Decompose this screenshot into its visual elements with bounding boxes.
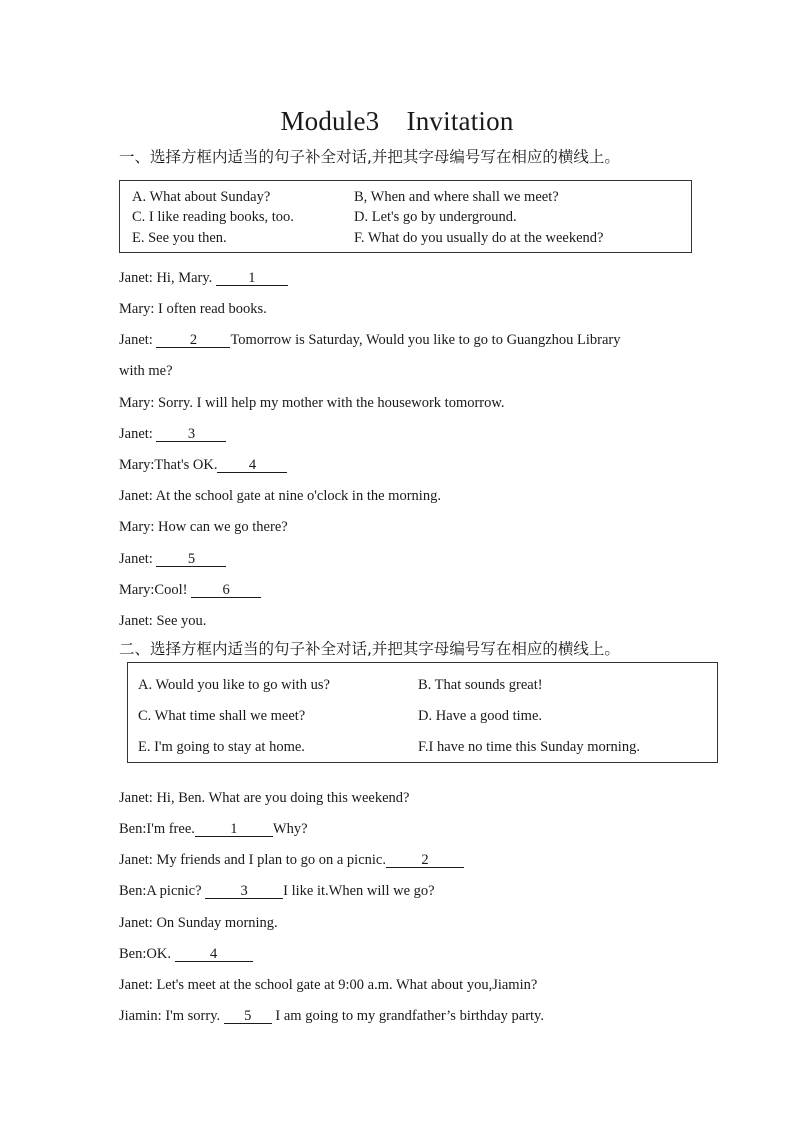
section1-option-f: F. What do you usually do at the weekend? xyxy=(354,230,604,246)
dialogue-line xyxy=(119,519,288,536)
section2-option-a: A. Would you like to go with us? xyxy=(138,677,330,693)
answer-blank[interactable]: 4 xyxy=(217,458,287,473)
dialogue-text: Janet: At the school gate at nine o'clock in the morning. xyxy=(119,488,441,504)
section2-option-d: D. Have a good time. xyxy=(418,708,543,724)
answer-blank[interactable]: 5 xyxy=(156,552,226,567)
dialogue-line xyxy=(119,551,226,568)
dialogue-line xyxy=(119,270,288,287)
answer-blank[interactable]: 2 xyxy=(386,853,464,868)
dialogue-line xyxy=(119,915,278,932)
dialogue-line xyxy=(119,883,435,900)
section1-option-d: D. Let's go by underground. xyxy=(354,209,517,225)
answer-blank[interactable]: 3 xyxy=(205,884,283,899)
dialogue-line xyxy=(119,852,464,869)
dialogue-text: Ben:A picnic? xyxy=(119,883,206,899)
dialogue-line xyxy=(119,395,505,412)
section1-option-a: A. What about Sunday? xyxy=(132,189,271,205)
section1-option-c: C. I like reading books, too. xyxy=(132,209,294,225)
dialogue-text: Janet: Let's meet at the school gate at 9:00 a.m. What about you,Jiamin? xyxy=(119,977,538,993)
dialogue-text: Tomorrow is Saturday, Would you like to go to Guangzhou Library xyxy=(230,332,621,348)
dialogue-line xyxy=(119,457,287,474)
section2-options-box xyxy=(127,662,718,763)
page-title: Module3 Invitation xyxy=(280,106,514,136)
section2-option-c: C. What time shall we meet? xyxy=(138,708,306,724)
dialogue-line xyxy=(119,613,206,630)
section1-options-box xyxy=(119,180,692,253)
dialogue-line xyxy=(119,821,308,838)
dialogue-line xyxy=(119,946,253,963)
section1-option-b: B, When and where shall we meet? xyxy=(354,189,559,205)
dialogue-text: with me? xyxy=(119,363,173,379)
dialogue-line xyxy=(119,426,226,443)
dialogue-line xyxy=(119,363,173,380)
section2-heading: 二、选择方框内适当的句子补全对话,并把其字母编号写在相应的横线上。 xyxy=(119,640,620,658)
dialogue-text: I am going to my grandfather’s birthday party. xyxy=(271,1008,544,1024)
dialogue-line xyxy=(119,790,409,807)
dialogue-text: Janet: My friends and I plan to go on a picnic. xyxy=(119,852,386,868)
dialogue-line xyxy=(119,582,261,599)
dialogue-line xyxy=(119,977,537,994)
answer-blank[interactable]: 1 xyxy=(216,271,288,286)
section2-option-e: E. I'm going to stay at home. xyxy=(138,739,305,755)
dialogue-line xyxy=(119,332,621,349)
answer-blank[interactable]: 5 xyxy=(224,1009,272,1024)
section1-option-e: E. See you then. xyxy=(132,230,227,246)
answer-blank[interactable]: 1 xyxy=(195,822,273,837)
dialogue-line xyxy=(119,301,267,318)
dialogue-text: Janet: xyxy=(119,332,157,348)
dialogue-line xyxy=(119,488,441,505)
dialogue-text: Janet: See you. xyxy=(119,613,207,629)
section2-option-f: F.I have no time this Sunday morning. xyxy=(418,739,640,755)
dialogue-text: Ben:OK. xyxy=(119,946,175,962)
dialogue-text: Mary: Sorry. I will help my mother with the housework tomorrow. xyxy=(119,395,505,411)
dialogue-text: I like it.When will we go? xyxy=(283,883,435,899)
answer-blank[interactable]: 6 xyxy=(191,583,261,598)
dialogue-text: Janet: xyxy=(119,426,157,442)
answer-blank[interactable]: 4 xyxy=(175,947,253,962)
answer-blank[interactable]: 3 xyxy=(156,427,226,442)
dialogue-text: Janet: Hi, Mary. xyxy=(119,270,216,286)
dialogue-text: Jiamin: I'm sorry. xyxy=(119,1008,224,1024)
section1-heading: 一、选择方框内适当的句子补全对话,并把其字母编号写在相应的横线上。 xyxy=(119,148,620,166)
answer-blank[interactable]: 2 xyxy=(156,333,230,348)
dialogue-line xyxy=(119,1008,544,1025)
dialogue-text: Mary: I often read books. xyxy=(119,301,267,317)
dialogue-text: Why? xyxy=(272,821,308,837)
dialogue-text: Janet: Hi, Ben. What are you doing this weekend? xyxy=(119,790,410,806)
dialogue-text: Mary:That's OK. xyxy=(119,457,218,473)
dialogue-text: Janet: On Sunday morning. xyxy=(119,915,278,931)
dialogue-text: Ben:I'm free. xyxy=(119,821,195,837)
dialogue-text: Mary:Cool! xyxy=(119,582,192,598)
section2-option-b: B. That sounds great! xyxy=(418,677,543,693)
dialogue-text: Mary: How can we go there? xyxy=(119,519,288,535)
dialogue-text: Janet: xyxy=(119,551,157,567)
